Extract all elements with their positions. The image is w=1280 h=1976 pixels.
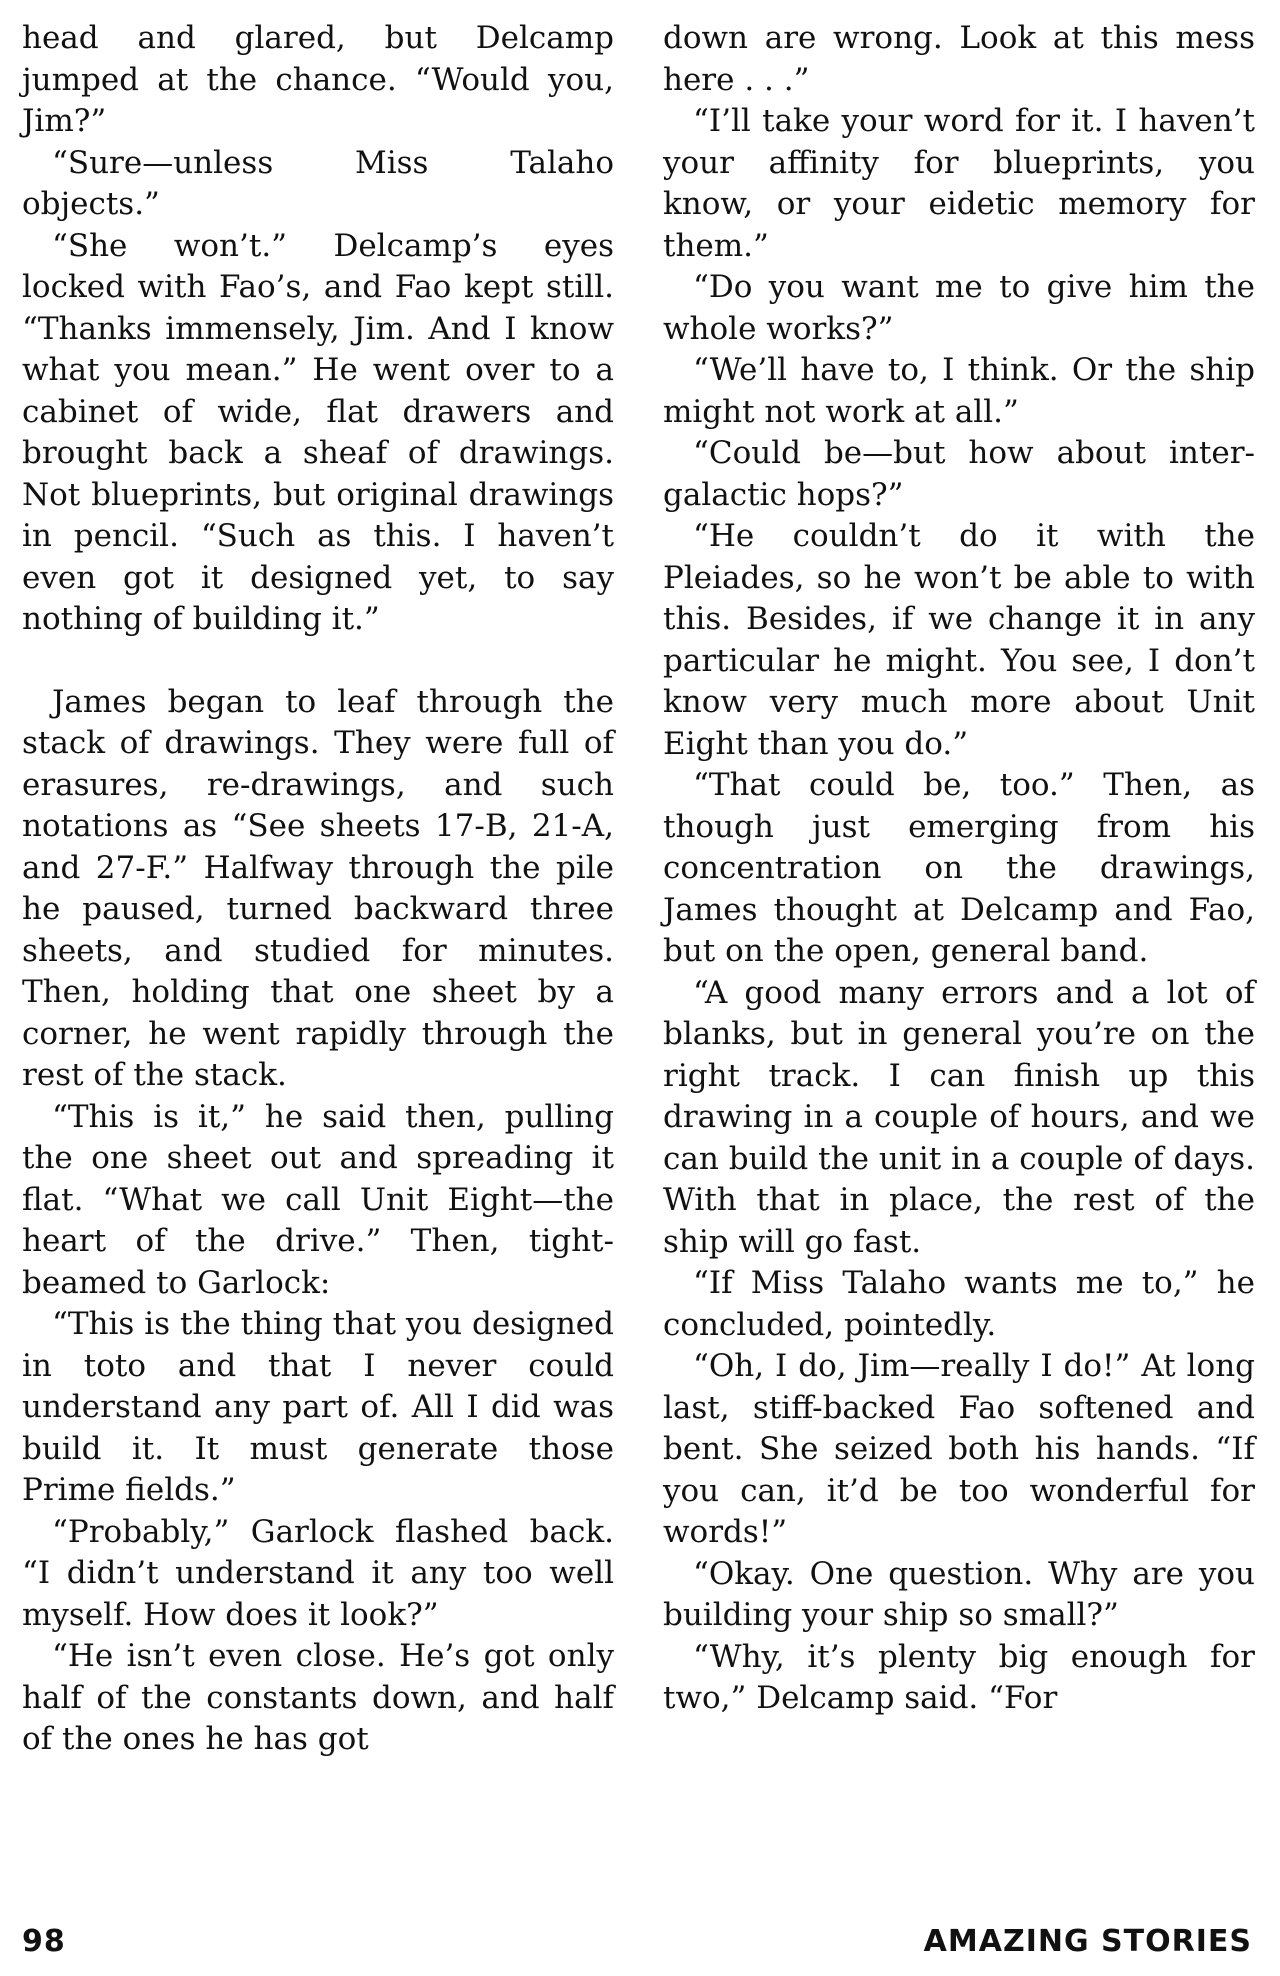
paragraph: “We’ll have to, I think. Or the ship might not work at all.”	[663, 352, 1255, 430]
right-text-column	[663, 18, 1255, 1720]
paragraph: “I’ll take your word for it. I haven’t your affinity for blueprints, you know, or your eidetic memory for them.”	[663, 103, 1255, 264]
paragraph: “This is it,” he said then, pulling the one sheet out and spreading it flat. “What we call Unit Eight—the heart of the drive.” Then, tight-beamed to Garlock:	[22, 1098, 614, 1301]
paragraph: “Probably,” Garlock flashed back. “I didn’t understand it any too well myself. How does it look?”	[22, 1513, 614, 1633]
paragraph: “That could be, too.” Then, as though just emerging from his concentration on the drawings, James thought at Delcamp and Fao, but on the open, general band.	[663, 767, 1255, 969]
paragraph: “Sure—unless Miss Talaho objects.”	[22, 144, 614, 222]
running-title: AMAZING STORIES	[923, 1924, 1252, 1959]
paragraph: “This is the thing that you designed in toto and that I never could understand any part of. All I did was build it. It must generate those Prime fields.”	[22, 1306, 614, 1508]
paragraph: head and glared, but Delcamp jumped at the chance. “Would you, Jim?”	[22, 20, 614, 139]
paragraph: “He isn’t even close. He’s got only half of the constants down, and half of the ones he has got	[22, 1638, 614, 1757]
paragraph: “Okay. One question. Why are you building your ship so small?”	[663, 1555, 1255, 1633]
paragraph: “If Miss Talaho wants me to,” he concluded, pointedly.	[663, 1265, 1255, 1343]
paragraph: “She won’t.” Delcamp’s eyes locked with Fao’s, and Fao kept still. “Thanks immensely, Jim. And I know what you mean.” He went over to a cabinet of wide, flat drawers and brought back a sheaf of drawings. Not blueprints, but original drawings in pencil. “Such as this. I haven’t even got it designed yet, to say nothing of building it.”	[22, 227, 614, 637]
paragraph: “Why, it’s plenty big enough for two,” Delcamp said. “For	[663, 1638, 1255, 1716]
paragraph: “Could be—but how about inter-galactic hops?”	[663, 435, 1255, 513]
paragraph: “He couldn’t do it with the Pleiades, so he won’t be able to with this. Besides, if we change it in any particular he might. You see, I don’t know very much more about Unit Eight than you do.”	[663, 518, 1255, 762]
page-number: 98	[22, 1924, 66, 1959]
paragraph: “Do you want me to give him the whole works?”	[663, 269, 1255, 347]
paragraph: “A good many errors and a lot of blanks, but in general you’re on the right track. I can finish up this drawing in a couple of hours, and we can build the unit in a couple of days. With that in place, the rest of the ship will go fast.	[663, 974, 1255, 1260]
paragraph: down are wrong. Look at this mess here . . .”	[663, 20, 1255, 98]
left-text-column	[22, 18, 614, 1761]
paragraph: James began to leaf through the stack of drawings. They were full of erasures, re-drawings, and such notations as “See sheets 17-B, 21-A, and 27-F.” Halfway through the pile he paused, turned backward three sheets, and studied for minutes. Then, holding that one sheet by a corner, he went rapidly through the rest of the stack.	[22, 683, 614, 1093]
paragraph: “Oh, I do, Jim—really I do!” At long last, stiff-backed Fao softened and bent. She seized both his hands. “If you can, it’d be too wonderful for words!”	[663, 1348, 1255, 1550]
